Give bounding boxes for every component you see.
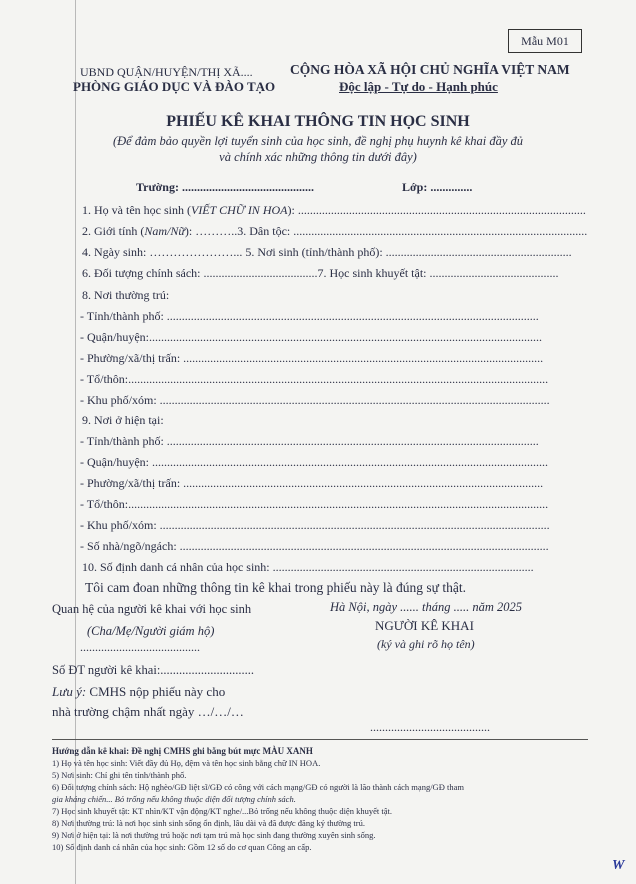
school-blank: ............................................: [181, 180, 314, 194]
perm-province-field[interactable]: - Tỉnh/thành phố: ............................................................................................................................: [80, 309, 539, 323]
relationship-label: Quan hệ của người kê khai với học sinh: [52, 602, 252, 616]
district-label: UBND QUẬN/HUYỆN/THỊ XÃ....: [80, 65, 253, 79]
student-name-hint: VIẾT CHỮ IN HOA: [190, 203, 288, 217]
guide-line-9: 9) Nơi ở hiện tại: là nơi thường trú hoặc nơi tạm trú mà học sinh đang thường xuyên sinh sống.: [52, 830, 376, 840]
student-name-blank: ................................................................................................: [297, 203, 586, 217]
subtitle-line-1: (Để đảm bảo quyền lợi tuyển sinh của học sinh, đề nghị phụ huynh kê khai đầy đủ: [112, 134, 524, 148]
note-text-1: CMHS nộp phiếu này cho: [86, 684, 226, 699]
student-name-field[interactable]: [82, 203, 586, 218]
declarant-title: NGƯỜI KÊ KHAI: [375, 618, 474, 633]
class-label: Lớp:: [402, 180, 428, 194]
note-line-1: [52, 684, 225, 700]
school-label: Trường:: [136, 180, 179, 194]
guide-heading: Hướng dẫn kê khai: Đề nghị CMHS ghi bằng bút mực MÀU XANH: [52, 746, 313, 756]
perm-district-field[interactable]: - Quận/huyện:...................................................................................................................................: [80, 330, 542, 344]
class-blank: ..............: [430, 180, 473, 194]
perm-hamlet-field[interactable]: - Tổ/thôn:............................................................................................................................................: [80, 372, 549, 386]
form-title: PHIẾU KÊ KHAI THÔNG TIN HỌC SINH: [166, 113, 470, 130]
scanner-logo-icon: W: [612, 858, 625, 873]
relationship-hint: (Cha/Mẹ/Người giám hộ): [87, 624, 215, 638]
date-line: Hà Nội, ngày ...... tháng ..... năm 2025: [330, 600, 523, 614]
birth-field[interactable]: 4. Ngày sinh: …………………... 5. Nơi sinh (tỉnh/thành phố): ..............................................................: [82, 245, 572, 259]
note-label: Lưu ý:: [52, 684, 87, 699]
curr-hamlet-field[interactable]: - Tổ/thôn:............................................................................................................................................: [80, 497, 549, 511]
curr-house-number-field[interactable]: - Số nhà/ngõ/ngách: ...........................................................................................................................: [80, 539, 549, 553]
student-name-label: 1. Họ và tên học sinh (: [82, 203, 191, 217]
curr-province-field[interactable]: - Tỉnh/thành phố: ............................................................................................................................: [80, 434, 539, 448]
guide-line-5: 5) Nơi sinh: Chỉ ghi tên tỉnh/thành phố.: [52, 770, 187, 780]
curr-district-field[interactable]: - Quận/huyện: ....................................................................................................................................: [80, 455, 548, 469]
subtitle-line-2: và chính xác những thông tin dưới đây): [219, 150, 417, 164]
perm-ward-field[interactable]: - Phường/xã/thị trấn: ........................................................................................................................: [80, 351, 544, 365]
gender-label: 2. Giới tính (: [82, 224, 145, 238]
office-label: PHÒNG GIÁO DỤC VÀ ĐÀO TẠO: [73, 79, 276, 94]
curr-neighborhood-field[interactable]: - Khu phố/xóm: ..................................................................................................................................: [80, 518, 550, 532]
gender-ethnicity-field[interactable]: [82, 224, 587, 239]
phone-field[interactable]: Số ĐT người kê khai:..............................: [52, 663, 255, 677]
guide-line-10: 10) Số định danh cá nhân của học sinh: Gồm 12 số do cơ quan Công an cấp.: [52, 842, 312, 852]
curr-ward-field[interactable]: - Phường/xã/thị trấn: ........................................................................................................................: [80, 476, 544, 490]
gender-hint: Nam/Nữ: [144, 224, 185, 238]
guide-line-1: 1) Họ và tên học sinh: Viết đầy đủ Họ, đệm và tên học sinh bằng chữ IN HOA.: [52, 758, 321, 768]
student-name-label-end: ):: [287, 203, 295, 217]
perm-neighborhood-field[interactable]: - Khu phố/xóm: ..................................................................................................................................: [80, 393, 550, 407]
form-code-box: Mẫu M01: [508, 29, 582, 53]
signature-blank[interactable]: ........................................: [370, 720, 490, 734]
note-line-2: nhà trường chậm nhất ngày …/…/…: [52, 704, 244, 719]
guide-line-7: 7) Học sinh khuyết tật: KT nhìn/KT vận động/KT nghe/...Bỏ trống nếu không thuộc diện khuyết tật.: [52, 806, 392, 816]
school-field[interactable]: [136, 180, 314, 195]
declarant-hint: (ký và ghi rõ họ tên): [377, 637, 475, 651]
current-address-heading: 9. Nơi ở hiện tại:: [82, 413, 164, 427]
guide-divider: [52, 739, 588, 740]
guide-line-8: 8) Nơi thường trú: là nơi học sinh sinh sống ổn định, lâu dài và đã được đăng ký thường trú.: [52, 818, 365, 828]
class-field[interactable]: [402, 180, 472, 195]
guide-line-6: 6) Đối tượng chính sách: Hộ nghèo/GĐ liệt sĩ/GĐ có công với cách mạng/GĐ có người là lão thành cách mạng/GĐ tham: [52, 782, 464, 792]
policy-disability-field[interactable]: 6. Đối tượng chính sách: ......................................7. Học sinh khuyết tật: ...........................................: [82, 266, 559, 280]
permanent-address-heading: 8. Nơi thường trú:: [82, 288, 170, 302]
ethnicity-label: ): ………..3. Dân tộc: ..................................................................................................: [184, 224, 588, 238]
personal-id-field[interactable]: 10. Số định danh cá nhân của học sinh: .......................................................................................: [82, 560, 534, 574]
relationship-blank[interactable]: ........................................: [80, 640, 200, 654]
motto: Độc lập - Tự do - Hạnh phúc: [339, 79, 498, 94]
nation-title: CỘNG HÒA XÃ HỘI CHỦ NGHĨA VIỆT NAM: [290, 62, 570, 77]
pledge-text: Tôi cam đoan những thông tin kê khai trong phiếu này là đúng sự thật.: [85, 580, 466, 595]
guide-line-6-cont: gia kháng chiến... Bỏ trống nếu không thuộc diện đối tượng chính sách.: [52, 794, 296, 804]
